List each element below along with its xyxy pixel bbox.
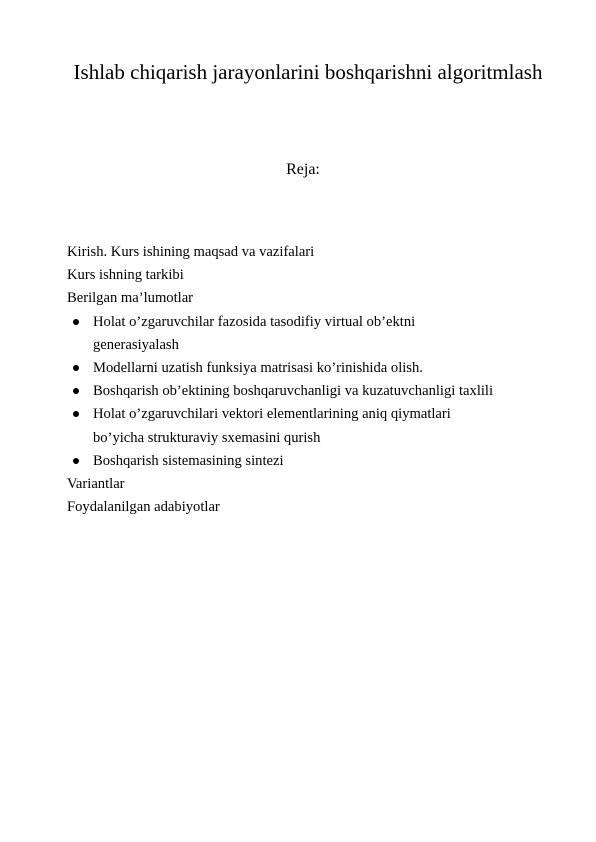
toc-sub-item-label: Modellarni uzatish funksiya matrisasi ko’rinishida olish. [93,360,423,377]
document-title: Ishlab chiqarish jarayonlarini boshqarishni algoritmlash [73,60,543,84]
toc-sub-item [67,450,533,473]
toc-sub-item-label: Holat o’zgaruvchilari vektori elementlarining aniq qiymatlari bo’yicha strukturaviy sxemasini qurish [93,406,451,446]
toc-sub-item [67,403,483,449]
toc-sub-item [67,311,483,357]
toc-sub-item [67,357,533,380]
toc-sub-item-label: Holat o’zgaruvchilar fazosida tasodifiy virtual ob’ektni generasiyalash [93,313,416,353]
toc-item-references: Foydalanilgan adabiyotlar [67,499,220,516]
bullet-icon [73,365,79,371]
toc-sub-list-wrapper [67,311,567,473]
toc-item-structure: Kurs ishning tarkibi [67,267,184,284]
bullet-icon [73,388,79,394]
bullet-icon [73,411,79,417]
bullet-icon [73,319,79,325]
plan-heading: Reja: [286,161,320,178]
toc-sub-item-label: Boshqarish sistemasining sintezi [93,452,284,469]
toc-item-variants: Variantlar [67,476,125,493]
toc-item-given-data: Berilgan ma’lumotlar [67,290,194,307]
bullet-icon [73,458,79,464]
toc-sub-item-label: Boshqarish ob’ektining boshqaruvchanligi va kuzatuvchanligi taxlili [93,383,494,400]
toc-item-introduction: Kirish. Kurs ishining maqsad va vazifalari [67,244,315,260]
table-of-contents [67,241,567,519]
toc-sub-list [67,311,567,473]
toc-sub-item [67,380,533,403]
